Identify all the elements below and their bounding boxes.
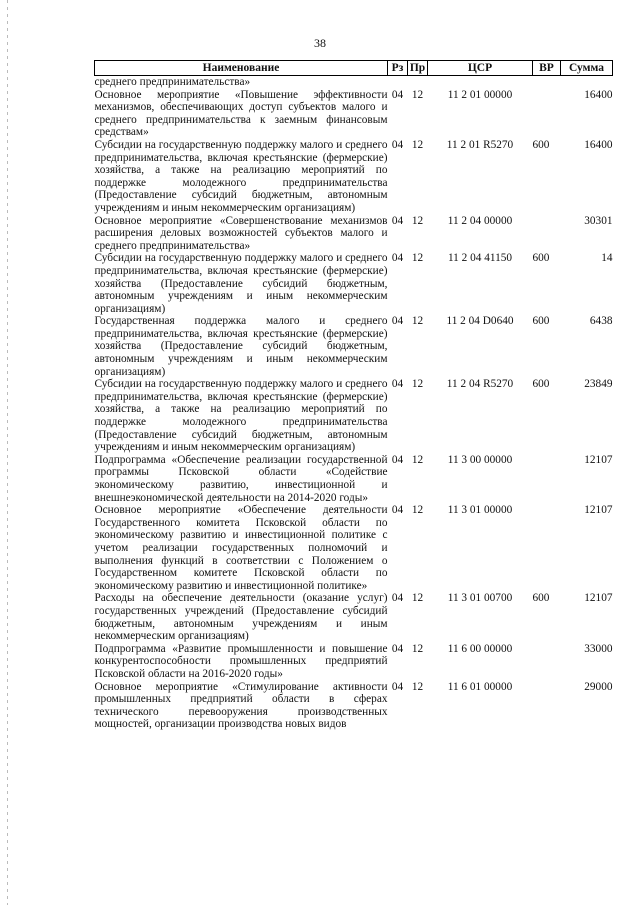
row-name: Основное мероприятие «Повышение эффективности механизмов, обеспечивающих доступ субъектов малого и среднего предпринимательства к заемным финансовым средствам»: [94, 88, 388, 139]
row-pr: 12: [411, 453, 424, 466]
header-sum: Сумма: [561, 61, 613, 76]
row-csr: [428, 76, 533, 89]
table-row: [95, 454, 613, 504]
row-pr: 12: [411, 592, 424, 605]
table-row: [95, 315, 613, 378]
row-name: Государственная поддержка малого и среднего предпринимательства, включая крестьянские (фермерские) хозяйства (Предоставление субсидий бюджетным, автономным учреждениям и иным некоммерческим организациям): [94, 315, 388, 378]
row-rz: 04: [391, 592, 404, 605]
row-rz: 04: [391, 453, 404, 466]
row-name: Субсидии на государственную поддержку малого и среднего предпринимательства, включая крестьянские (фермерские) хозяйства, а также на реализацию мероприятий по поддержке молодежного предпринимательства (Предоставление субсидий бюджетным, автономным учреждениям и иным некоммерческим организациям): [94, 378, 388, 454]
row-rz: 04: [391, 138, 404, 151]
row-name: Основное мероприятие «Обеспечение деятельности Государственного комитета Псковской области по экономическому развитию и инвестиционной политике с учетом реализации государственных полномочий и выполнения функций в соответствии с Положением о Государственном комитете Псковской области по экономическому развитию и инвестиционной политике»: [94, 504, 388, 592]
row-pr: 12: [411, 642, 424, 655]
table-row: [95, 215, 613, 253]
row-pr: 12: [411, 88, 424, 101]
row-name: Подпрограмма «Обеспечение реализации государственной программы Псковской области «Содействие экономическому развитию, инвестиционной и внешнеэкономической деятельности на 2014-2020 годы»: [94, 453, 388, 504]
row-rz: 04: [391, 252, 404, 265]
row-name: среднего предпринимательства»: [95, 76, 388, 89]
table-row: [95, 76, 613, 89]
row-sum: 14: [601, 252, 613, 265]
page-number: 38: [314, 36, 326, 50]
row-csr: 11 6 01 00000: [447, 680, 513, 693]
row-rz: 04: [391, 680, 404, 693]
row-sum: 30301: [584, 214, 613, 227]
row-csr: 11 2 04 41150: [447, 252, 513, 265]
row-name: Основное мероприятие «Совершенствование механизмов расширения деловых возможностей субъектов малого и среднего предпринимательства»: [94, 214, 388, 252]
row-pr: 12: [411, 378, 424, 391]
table-row: [95, 139, 613, 215]
header-vr: ВР: [533, 61, 561, 76]
row-sum: [561, 76, 613, 89]
row-name: Расходы на обеспечение деятельности (оказание услуг) государственных учреждений (Предоставление субсидий бюджетным, автономным учреждениям и иным некоммерческим организациям): [94, 592, 388, 643]
row-vr: [533, 215, 561, 253]
row-pr: 12: [411, 252, 424, 265]
row-vr: 600: [532, 138, 550, 151]
header-rz: Рз: [388, 61, 408, 76]
row-sum: 23849: [584, 378, 613, 391]
row-pr: 12: [411, 504, 424, 517]
row-csr: 11 3 01 00700: [447, 592, 513, 605]
row-name: Субсидии на государственную поддержку малого и среднего предпринимательства, включая крестьянские (фермерские) хозяйства, а также на реализацию мероприятий по поддержке молодежного предпринимательства (Предоставление субсидий бюджетным, автономным учреждениям и иным некоммерческим организациям): [94, 138, 388, 214]
row-sum: 12107: [584, 453, 613, 466]
row-sum: 33000: [584, 642, 613, 655]
header-csr: ЦСР: [428, 61, 533, 76]
row-vr: [533, 504, 561, 592]
row-vr: 600: [532, 378, 550, 391]
row-sum: 12107: [584, 504, 613, 517]
row-csr: 11 2 01 R5270: [446, 138, 514, 151]
row-rz: 04: [391, 88, 404, 101]
table-row: [95, 378, 613, 454]
row-pr: 12: [411, 315, 424, 328]
table-header-row: [95, 61, 613, 76]
row-pr: 12: [411, 680, 424, 693]
row-vr: [533, 76, 561, 89]
row-csr: 11 6 00 00000: [447, 642, 513, 655]
row-sum: 29000: [584, 680, 613, 693]
budget-table: [94, 60, 613, 731]
header-pr: Пр: [408, 61, 428, 76]
table-body: [95, 76, 613, 731]
row-name: Основное мероприятие «Стимулирование активности промышленных предприятий области в сферах технического перевооружения производственных мощностей, организации производства новых видов: [94, 680, 388, 731]
row-csr: 11 2 04 R5270: [446, 378, 514, 391]
scan-edge-line: [7, 0, 8, 905]
row-name: Субсидии на государственную поддержку малого и среднего предпринимательства, включая крестьянские (фермерские) хозяйства (Предоставление субсидий бюджетным, автономным учреждениям и иным некоммерческим организациям): [94, 252, 388, 315]
table-row: [95, 252, 613, 315]
row-csr: 11 2 04 00000: [447, 214, 513, 227]
table-row: [95, 89, 613, 139]
row-vr: [533, 643, 561, 681]
row-vr: [533, 454, 561, 504]
row-vr: [533, 681, 561, 731]
row-pr: 12: [411, 138, 424, 151]
header-name: Наименование: [95, 61, 388, 76]
row-rz: 04: [391, 315, 404, 328]
row-sum: 6438: [589, 315, 613, 328]
row-rz: 04: [391, 214, 404, 227]
row-sum: 16400: [584, 88, 613, 101]
row-rz: 04: [391, 642, 404, 655]
row-rz: 04: [391, 504, 404, 517]
row-csr: 11 2 04 D0640: [446, 315, 514, 328]
row-rz: 04: [391, 378, 404, 391]
table-row: [95, 592, 613, 642]
row-rz: [388, 76, 408, 89]
table-row: [95, 643, 613, 681]
row-csr: 11 3 00 00000: [447, 453, 513, 466]
row-vr: 600: [532, 315, 550, 328]
row-vr: [533, 89, 561, 139]
row-vr: 600: [532, 592, 550, 605]
row-pr: [408, 76, 428, 89]
row-name: Подпрограмма «Развитие промышленности и повышение конкурентоспособности промышленных предприятий Псковской области на 2016-2020 годы»: [94, 642, 388, 680]
row-vr: 600: [532, 252, 550, 265]
table-row: [95, 504, 613, 592]
row-csr: 11 2 01 00000: [447, 88, 513, 101]
row-pr: 12: [411, 214, 424, 227]
row-sum: 12107: [584, 592, 613, 605]
row-csr: 11 3 01 00000: [447, 504, 513, 517]
table-row: [95, 681, 613, 731]
row-sum: 16400: [584, 138, 613, 151]
